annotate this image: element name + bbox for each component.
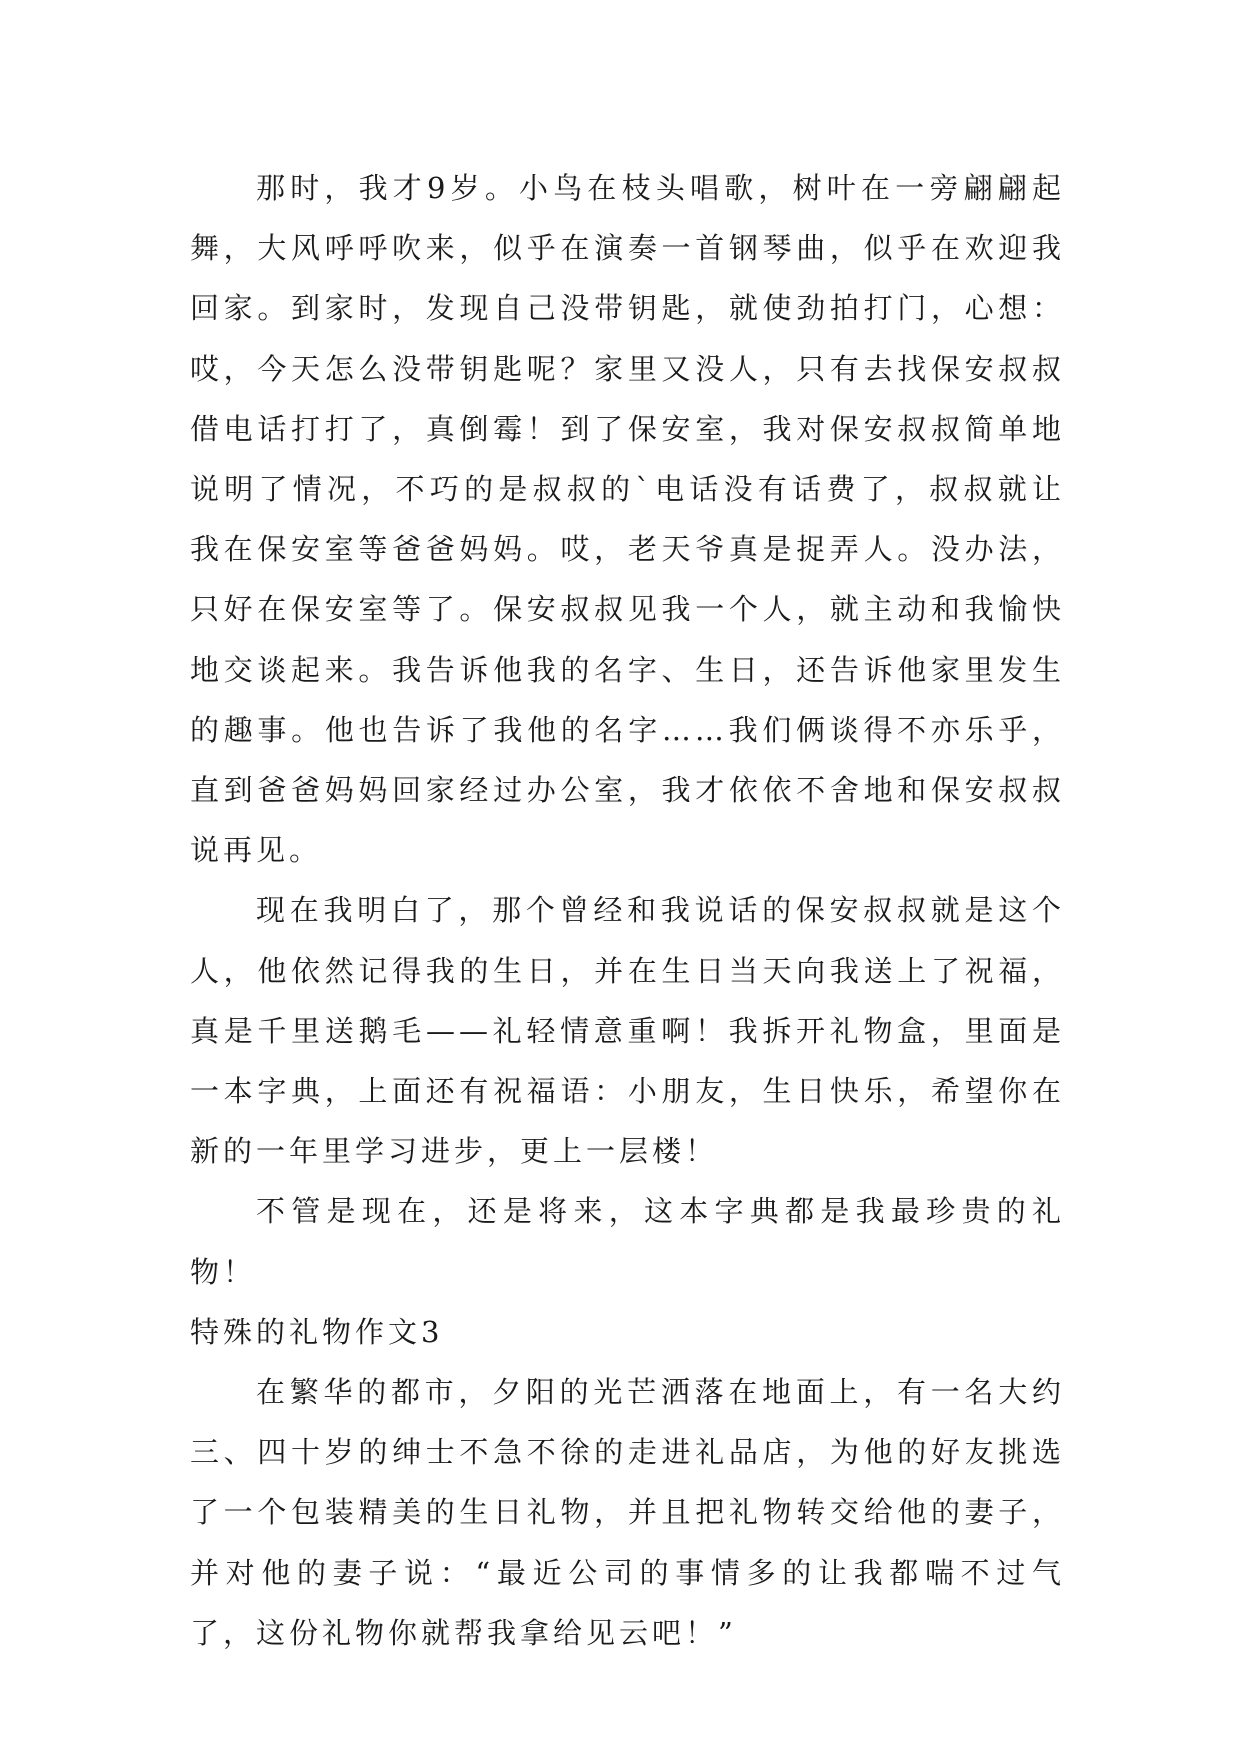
document-body — [190, 158, 1065, 1663]
section-heading: 特殊的礼物作文3 — [190, 1314, 444, 1349]
paragraph-essay-3-opening: 在繁华的都市，夕阳的光芒洒落在地面上，有一名大约三、四十岁的绅士不急不徐的走进礼品店，为他的好友挑选了一个包装精美的生日礼物，并且把礼物转交给他的妻子，并对他的妻子说：“最近公司的事情多的让我都喘不过气了，这份礼物你就帮我拿给见云吧！” — [190, 1375, 1065, 1650]
paragraph-memory: 那时，我才9岁。小鸟在枝头唱歌，树叶在一旁翩翩起舞，大风呼呼吹来，似乎在演奏一首钢琴曲，似乎在欢迎我回家。到家时，发现自己没带钥匙，就使劲拍打门，心想：哎，今天怎么没带钥匙呢？家里又没人，只有去找保安叔叔借电话打打了，真倒霉！到了保安室，我对保安叔叔简单地说明了情况，不巧的是叔叔的`电话没有话费了，叔叔就让我在保安室等爸爸妈妈。哎，老天爷真是捉弄人。没办法，只好在保安室等了。保安叔叔见我一个人，就主动和我愉快地交谈起来。我告诉他我的名字、生日，还告诉他家里发生的趣事。他也告诉了我他的名字……我们俩谈得不亦乐乎，直到爸爸妈妈回家经过办公室，我才依依不舍地和保安叔叔说再见。 — [190, 171, 1065, 868]
paragraph-realization: 现在我明白了，那个曾经和我说话的保安叔叔就是这个人，他依然记得我的生日，并在生日当天向我送上了祝福，真是千里送鹅毛——礼轻情意重啊！我拆开礼物盒，里面是一本字典，上面还有祝福语：小朋友，生日快乐，希望你在新的一年里学习进步，更上一层楼！ — [190, 893, 1065, 1169]
paragraph-conclusion: 不管是现在，还是将来，这本字典都是我最珍贵的礼物！ — [190, 1194, 1065, 1289]
